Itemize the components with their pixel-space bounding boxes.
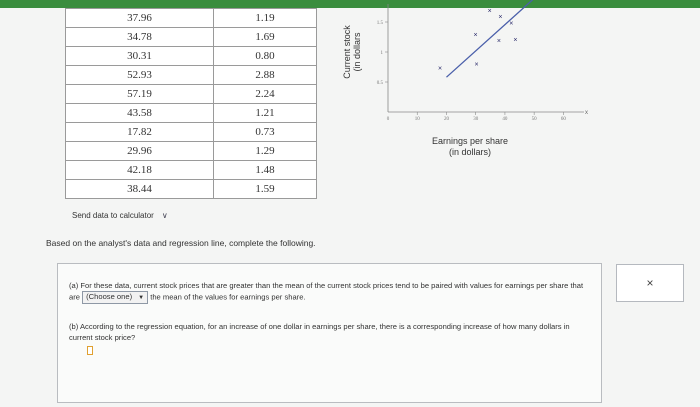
x-tick-label: 40 bbox=[502, 117, 508, 122]
close-icon: × bbox=[646, 276, 654, 290]
earnings-cell: 0.80 bbox=[214, 47, 317, 66]
data-point: × bbox=[513, 36, 518, 44]
dropdown-arrow-icon: ▼ bbox=[138, 295, 145, 301]
stock-price-cell: 38.44 bbox=[66, 180, 214, 199]
choose-one-dropdown[interactable] bbox=[82, 291, 148, 304]
table-row bbox=[66, 85, 317, 104]
earnings-cell: 1.48 bbox=[214, 161, 317, 180]
table-row bbox=[66, 180, 317, 199]
x-axis-label bbox=[420, 136, 520, 158]
stock-price-cell: 42.18 bbox=[66, 161, 214, 180]
earnings-cell: 1.69 bbox=[214, 28, 317, 47]
data-point: × bbox=[473, 32, 478, 40]
earnings-cell: 1.19 bbox=[214, 9, 317, 28]
question-a-text: (a) For these data, current stock prices that are greater than the mean of the current stock prices tend to be paired with values for earnings per share that are bbox=[69, 281, 584, 302]
stock-price-cell: 43.58 bbox=[66, 104, 214, 123]
x-axis-arrow: x bbox=[585, 110, 588, 116]
table-row bbox=[66, 142, 317, 161]
earnings-cell: 0.73 bbox=[214, 123, 317, 142]
answer-input-b[interactable] bbox=[87, 346, 93, 355]
data-point: × bbox=[474, 61, 479, 69]
data-point: × bbox=[438, 65, 443, 73]
question-a bbox=[69, 280, 589, 304]
stock-price-cell: 30.31 bbox=[66, 47, 214, 66]
question-b: (b) According to the regression equation, for an increase of one dollar in earnings per share, there is a corresponding increase of how many dollars in current stock price? bbox=[69, 322, 570, 342]
data-point: × bbox=[496, 38, 502, 46]
x-tick-label: 20 bbox=[443, 117, 449, 122]
y-axis-label-line2: (in dollars bbox=[352, 32, 362, 72]
x-tick-label: 30 bbox=[473, 117, 479, 122]
dropdown-value: (Choose one) bbox=[86, 292, 133, 301]
question-panel bbox=[57, 263, 602, 403]
send-data-to-calculator-button[interactable] bbox=[72, 211, 168, 220]
send-data-label: Send data to calculator bbox=[72, 211, 154, 220]
scatter-plot bbox=[360, 0, 590, 130]
data-table bbox=[65, 8, 317, 199]
stock-price-cell: 34.78 bbox=[66, 28, 214, 47]
y-tick-label: 1 bbox=[380, 51, 383, 56]
x-axis-label-line2: (in dollars) bbox=[448, 147, 491, 157]
stock-price-cell: 52.93 bbox=[66, 66, 214, 85]
data-point: × bbox=[487, 8, 492, 16]
data-point: × bbox=[509, 20, 514, 28]
earnings-cell: 1.21 bbox=[214, 104, 317, 123]
chevron-down-icon: ∨ bbox=[161, 211, 168, 220]
table-row bbox=[66, 47, 317, 66]
y-tick-label: 1.5 bbox=[376, 21, 383, 26]
table-row bbox=[66, 9, 317, 28]
question-a-suffix: the mean of the values for earnings per share. bbox=[150, 292, 306, 302]
regression-line bbox=[446, 0, 569, 77]
table-row bbox=[66, 66, 317, 85]
table-row bbox=[66, 161, 317, 180]
stock-price-cell: 29.96 bbox=[66, 142, 214, 161]
earnings-cell: 1.29 bbox=[214, 142, 317, 161]
data-point: × bbox=[498, 14, 503, 22]
x-tick-label: 10 bbox=[414, 117, 420, 122]
x-axis-label-line1: Earnings per share bbox=[431, 136, 509, 146]
stock-price-cell: 37.96 bbox=[66, 9, 214, 28]
y-axis-label-line1: Current stock bbox=[342, 25, 352, 79]
table-row bbox=[66, 123, 317, 142]
earnings-cell: 2.24 bbox=[214, 85, 317, 104]
y-tick-label: 0.5 bbox=[376, 81, 383, 86]
earnings-cell: 1.59 bbox=[214, 180, 317, 199]
table-row bbox=[66, 104, 317, 123]
stock-price-cell: 17.82 bbox=[66, 123, 214, 142]
instructions-text: Based on the analyst's data and regression line, complete the following. bbox=[46, 238, 316, 248]
x-tick-label: 60 bbox=[560, 117, 566, 122]
x-tick-label: 0 bbox=[386, 117, 390, 122]
earnings-cell: 2.88 bbox=[214, 66, 317, 85]
x-tick-label: 50 bbox=[531, 117, 537, 122]
clear-button[interactable] bbox=[616, 264, 684, 302]
stock-price-cell: 57.19 bbox=[66, 85, 214, 104]
table-row bbox=[66, 28, 317, 47]
